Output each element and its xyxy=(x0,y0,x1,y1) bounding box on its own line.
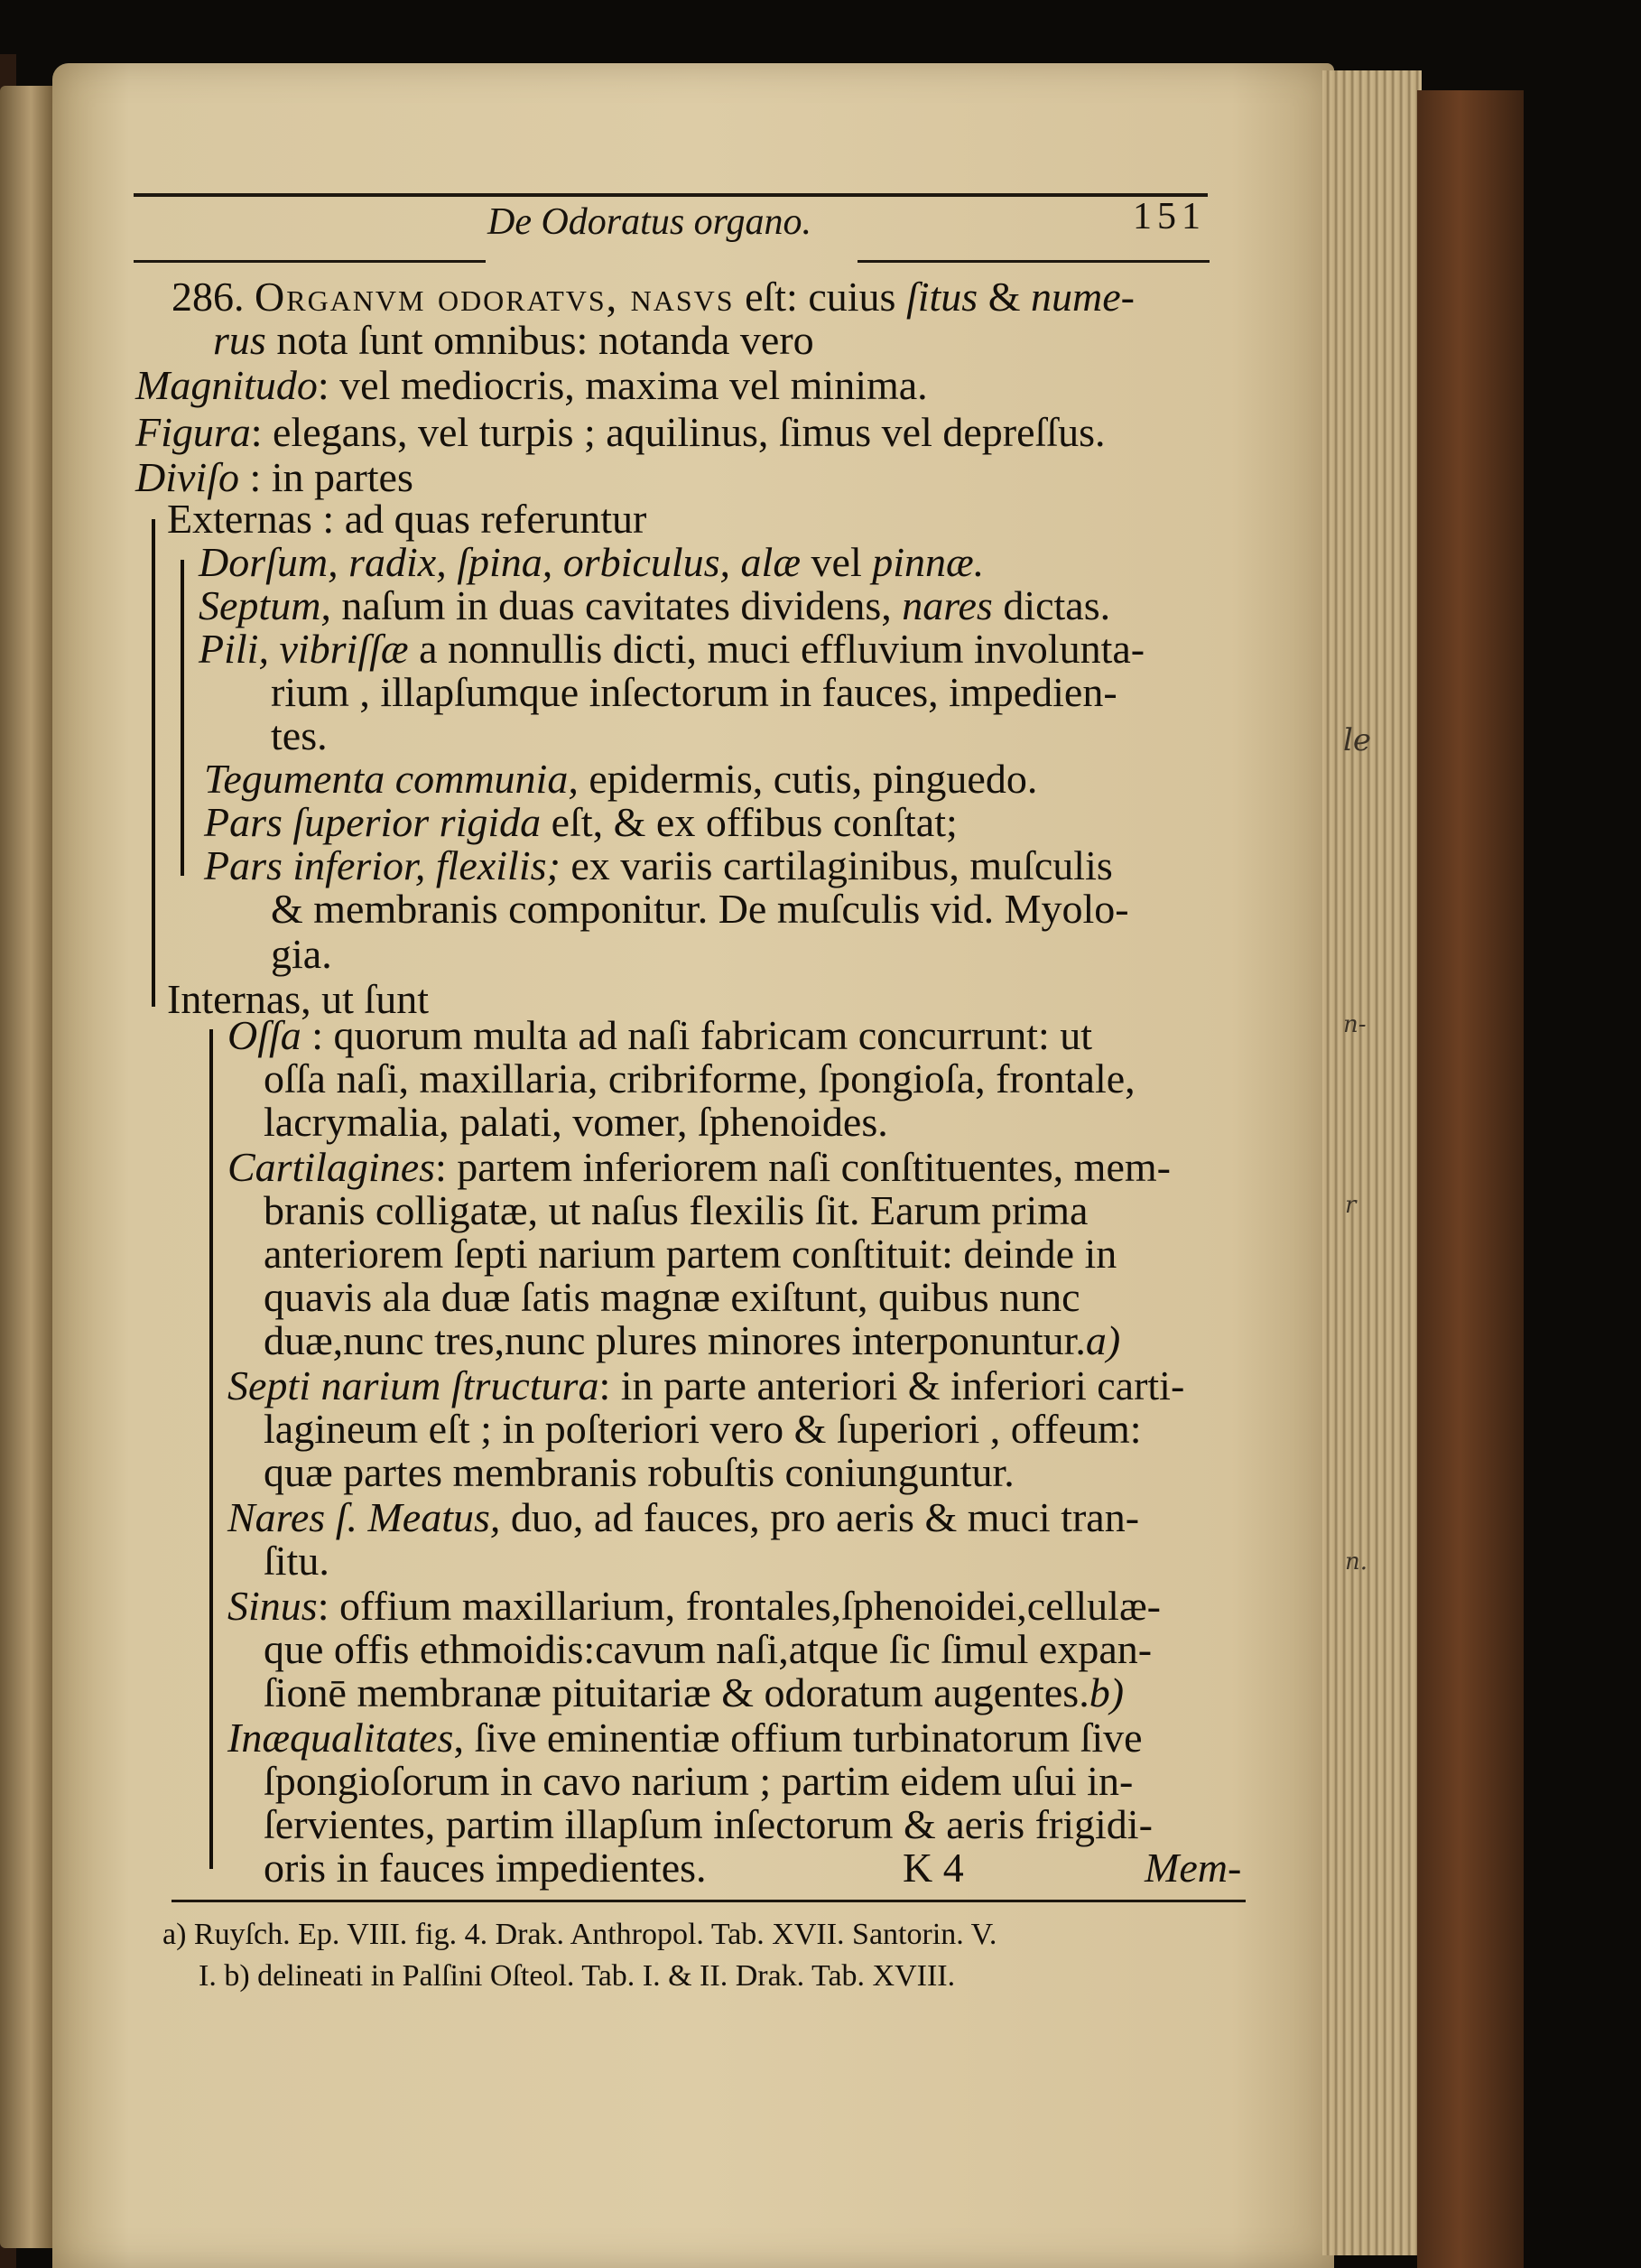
text-line: ſionē membranæ pituitariæ & odoratum augentes.b) xyxy=(264,1669,1125,1715)
text-line: Diviſo : in partes xyxy=(135,454,413,500)
text-line: Pars inferior, flexilis; ex variis cartilaginibus, muſculis xyxy=(204,842,1113,888)
text-line: quæ partes membranis robuſtis coniunguntur. xyxy=(264,1449,1015,1495)
text-line: ſpongioſorum in cavo narium ; partim eidem uſui in- xyxy=(264,1758,1134,1804)
text-line: rus nota ſunt omnibus: notanda vero xyxy=(213,317,814,363)
text-line: oſſa naſi, maxillaria, cribriforme, ſpongioſa, frontale, xyxy=(264,1055,1136,1101)
running-title: De Odoratus organo. xyxy=(487,201,811,243)
header-rule-bottom-left xyxy=(134,260,486,263)
text-line: Figura: elegans, vel turpis ; aquilinus, ſimus vel depreſſus. xyxy=(135,409,1106,455)
text-line: lacrymalia, palati, vomer, ſphenoides. xyxy=(264,1099,888,1145)
text-line: branis colligatæ, ut naſus flexilis ſit. Earum prima xyxy=(264,1187,1089,1233)
text-line: oris in fauces impedientes. xyxy=(264,1845,707,1891)
catchword: Mem- xyxy=(1145,1845,1242,1891)
text-line: Externas : ad quas referuntur xyxy=(167,496,647,542)
text-line: Inæqualitates, ſive eminentiæ offium turbinatorum ſive xyxy=(227,1715,1143,1761)
text-line: Tegumenta communia, epidermis, cutis, pinguedo. xyxy=(204,756,1038,802)
page-stack-edges xyxy=(1322,70,1422,2255)
text-line: ſervientes, partim illapſum inſectorum & aeris frigidi- xyxy=(264,1801,1153,1847)
footnote-rule xyxy=(172,1900,1246,1902)
text-line: Septi narium ſtructura: in parte anteriori & inferiori carti- xyxy=(227,1362,1185,1408)
text-line: & membranis componitur. De muſculis vid. Myolo- xyxy=(271,886,1129,932)
internas-brace xyxy=(209,1029,213,1869)
header-rule-bottom-right xyxy=(858,260,1210,263)
footnote-line: I. b) delineati in Palſini Oſteol. Tab. I. & II. Drak. Tab. XVIII. xyxy=(199,1959,956,1993)
text-line: Magnitudo: vel mediocris, maxima vel minima. xyxy=(135,362,928,408)
text-line: Sinus: offium maxillarium, frontales,ſphenoidei,cellulæ- xyxy=(227,1583,1161,1629)
text-line: Dorſum, radix, ſpina, orbiculus, alæ vel pinnæ. xyxy=(199,539,985,585)
externas-sub-brace xyxy=(181,560,184,876)
margin-annotation: n. xyxy=(1345,1548,1368,1576)
text-line: Internas, ut ſunt xyxy=(167,976,429,1022)
externas-brace xyxy=(152,519,155,1007)
text-line: Nares ſ. Meatus, duo, ad fauces, pro aeris & muci tran- xyxy=(227,1494,1140,1540)
text-line: ſitu. xyxy=(264,1538,329,1584)
text-line: Pars ſuperior rigida eſt, & ex offibus conſtat; xyxy=(204,799,958,845)
text-line: rium , illapſumque inſectorum in fauces, impedien- xyxy=(271,669,1117,715)
text-line: Septum, naſum in duas cavitates dividens, nares dictas. xyxy=(199,582,1111,628)
footnote-line: a) Ruyſch. Ep. VIII. fig. 4. Drak. Anthropol. Tab. XVII. Santorin. V. xyxy=(162,1918,997,1951)
page-number: 151 xyxy=(1133,196,1206,237)
facing-page-edge xyxy=(0,86,56,2248)
text-line: que offis ethmoidis:cavum naſi,atque ſic ſimul expan- xyxy=(264,1626,1153,1672)
text-line: 286. Organvm odoratvs, nasvs eſt: cuius ſitus & nume- xyxy=(172,274,1135,320)
margin-annotation: n- xyxy=(1343,1011,1367,1038)
signature-mark: K 4 xyxy=(903,1845,964,1891)
text-line: anteriorem ſepti narium partem conſtituit: deinde in xyxy=(264,1231,1117,1277)
text-line: lagineum eſt ; in poſteriori vero & ſuperiori , offeum: xyxy=(264,1406,1142,1452)
text-line: Oſſa : quorum multa ad naſi fabricam concurrunt: ut xyxy=(227,1012,1093,1058)
text-line: Pili, vibriſſæ a nonnullis dicti, muci effluvium involunta- xyxy=(199,626,1145,672)
right-book-cover xyxy=(1417,90,1524,2268)
text-line: Cartilagines: partem inferiorem naſi conſtituentes, mem- xyxy=(227,1144,1171,1190)
header-rule-top xyxy=(134,193,1208,197)
text-line: tes. xyxy=(271,712,328,758)
text-line: quavis ala duæ ſatis magnæ exiſtunt, quibus nunc xyxy=(264,1274,1080,1320)
margin-annotation: le xyxy=(1343,722,1371,758)
margin-annotation: r xyxy=(1345,1192,1357,1219)
text-line: gia. xyxy=(271,931,332,977)
text-line: duæ,nunc tres,nunc plures minores interponuntur.a) xyxy=(264,1317,1121,1363)
